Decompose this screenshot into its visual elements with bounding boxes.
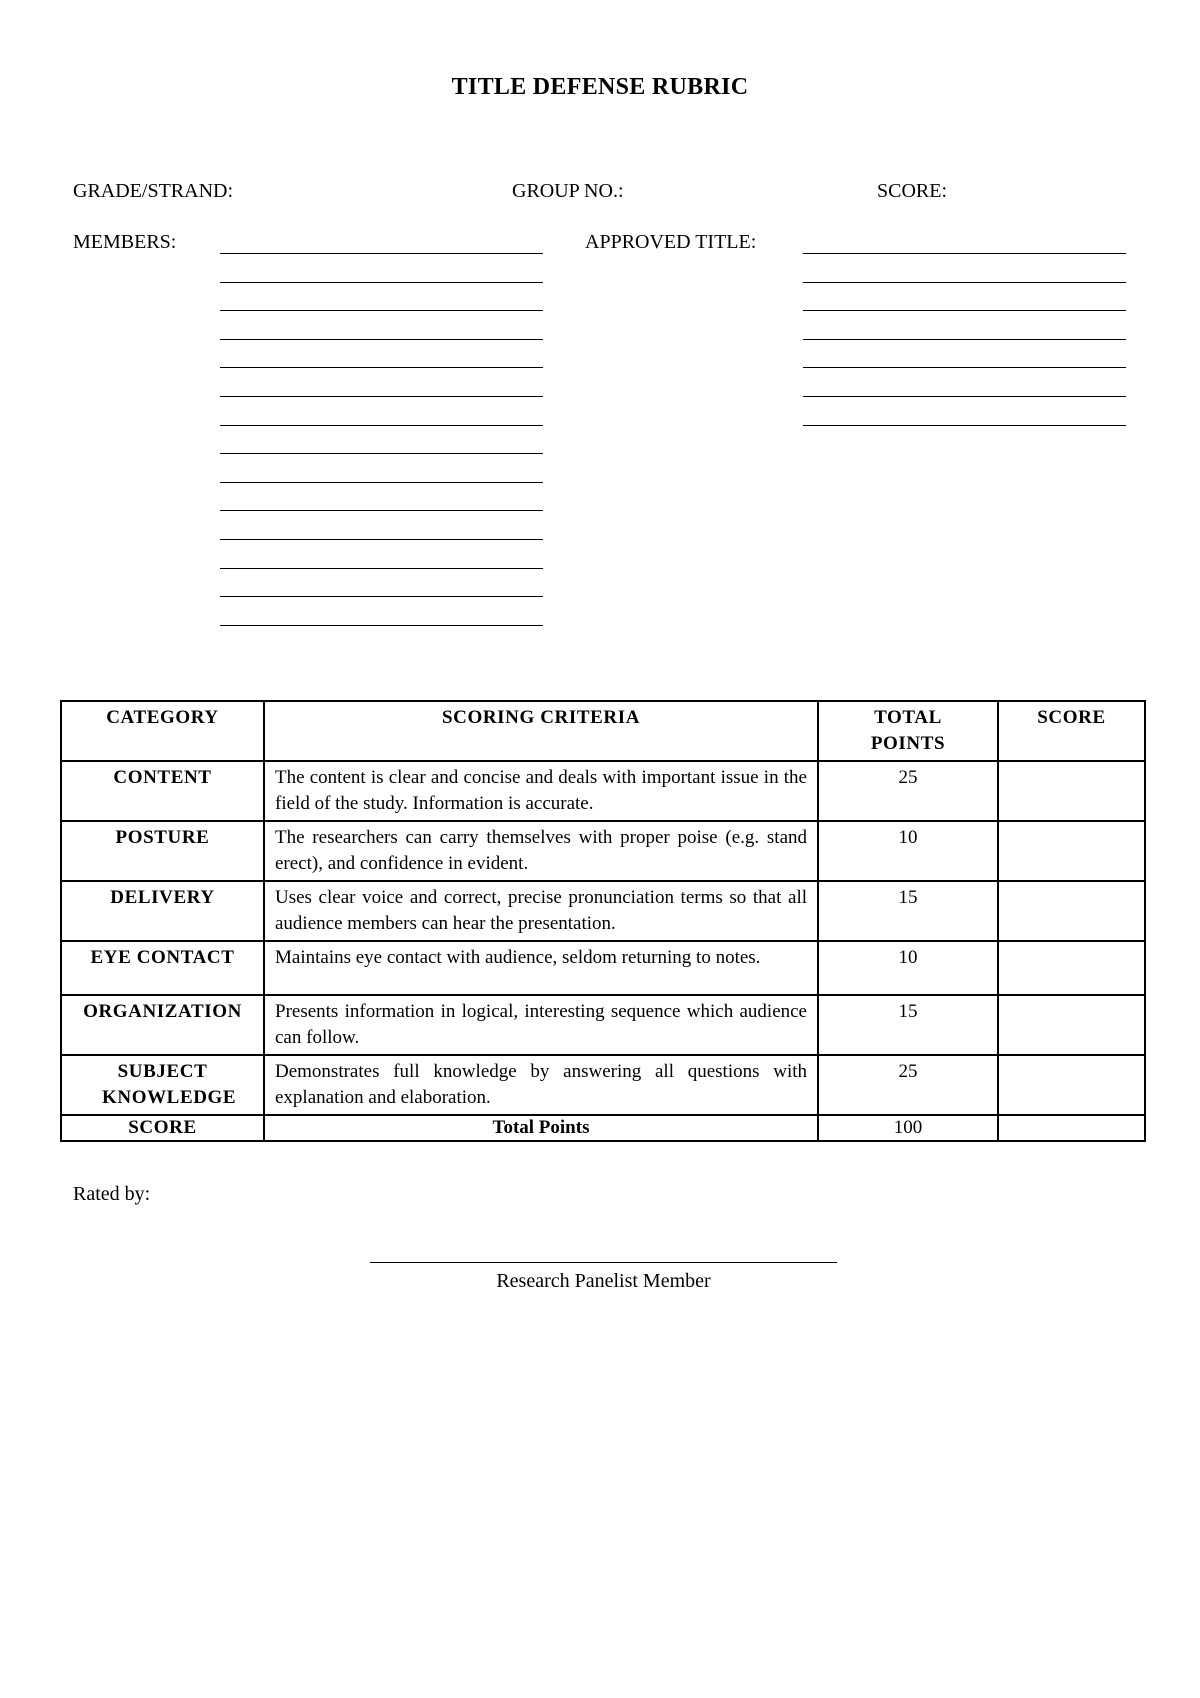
header-score: SCORE: [998, 701, 1145, 761]
rated-by-label: Rated by:: [73, 1183, 151, 1205]
member-line[interactable]: [220, 253, 543, 254]
category-cell: POSTURE: [61, 821, 264, 881]
score-label: SCORE:: [877, 180, 948, 202]
footer-score-label: SCORE: [61, 1115, 264, 1141]
header-total-points: TOTAL POINTS: [818, 701, 998, 761]
criteria-cell: The researchers can carry themselves with proper poise (e.g. stand erect), and confidence in evident.: [264, 821, 818, 881]
table-row: [61, 881, 1145, 941]
score-cell[interactable]: [998, 995, 1145, 1055]
category-cell: EYE CONTACT: [61, 941, 264, 995]
member-line[interactable]: [220, 625, 543, 626]
title-line[interactable]: [803, 425, 1126, 426]
points-cell: 15: [818, 995, 998, 1055]
member-line[interactable]: [220, 482, 543, 483]
member-line[interactable]: [220, 568, 543, 569]
title-line[interactable]: [803, 282, 1126, 283]
title-line[interactable]: [803, 396, 1126, 397]
table-footer-row: [61, 1115, 1145, 1141]
criteria-cell: Demonstrates full knowledge by answering all questions with explanation and elaboration.: [264, 1055, 818, 1115]
table-row: [61, 941, 1145, 995]
member-line[interactable]: [220, 510, 543, 511]
category-cell: CONTENT: [61, 761, 264, 821]
header-scoring-criteria: SCORING CRITERIA: [264, 701, 818, 761]
score-cell[interactable]: [998, 761, 1145, 821]
signature-line[interactable]: [370, 1262, 837, 1263]
points-cell: 25: [818, 761, 998, 821]
footer-score-cell[interactable]: [998, 1115, 1145, 1141]
criteria-cell: Presents information in logical, interesting sequence which audience can follow.: [264, 995, 818, 1055]
table-row: [61, 761, 1145, 821]
header-category: CATEGORY: [61, 701, 264, 761]
grade-strand-label: GRADE/STRAND:: [73, 180, 234, 202]
points-cell: 10: [818, 941, 998, 995]
title-line[interactable]: [803, 310, 1126, 311]
members-lines: [220, 253, 543, 653]
criteria-cell: The content is clear and concise and deals with important issue in the field of the study. Information is accurate.: [264, 761, 818, 821]
signature-label: Research Panelist Member: [496, 1270, 711, 1292]
member-line[interactable]: [220, 282, 543, 283]
footer-total-points-label: Total Points: [264, 1115, 818, 1141]
member-line[interactable]: [220, 310, 543, 311]
member-line[interactable]: [220, 453, 543, 454]
points-cell: 25: [818, 1055, 998, 1115]
category-cell: SUBJECT KNOWLEDGE: [61, 1055, 264, 1115]
criteria-cell: Maintains eye contact with audience, seldom returning to notes.: [264, 941, 818, 995]
criteria-cell: Uses clear voice and correct, precise pronunciation terms so that all audience members can hear the presentation.: [264, 881, 818, 941]
title-line[interactable]: [803, 253, 1126, 254]
table-row: [61, 1055, 1145, 1115]
title-line[interactable]: [803, 339, 1126, 340]
member-line[interactable]: [220, 539, 543, 540]
score-cell[interactable]: [998, 941, 1145, 995]
table-row: [61, 995, 1145, 1055]
table-row: [61, 821, 1145, 881]
member-line[interactable]: [220, 425, 543, 426]
approved-title-lines: [803, 253, 1126, 453]
score-cell[interactable]: [998, 821, 1145, 881]
rubric-table: [60, 700, 1146, 1142]
page-title: TITLE DEFENSE RUBRIC: [451, 74, 749, 100]
group-no-label: GROUP NO.:: [512, 180, 624, 202]
title-line[interactable]: [803, 367, 1126, 368]
table-header-row: [61, 701, 1145, 761]
footer-points-value: 100: [818, 1115, 998, 1141]
score-cell[interactable]: [998, 881, 1145, 941]
member-line[interactable]: [220, 396, 543, 397]
category-cell: ORGANIZATION: [61, 995, 264, 1055]
approved-title-label: APPROVED TITLE:: [585, 231, 757, 253]
member-line[interactable]: [220, 596, 543, 597]
points-cell: 10: [818, 821, 998, 881]
member-line[interactable]: [220, 367, 543, 368]
points-cell: 15: [818, 881, 998, 941]
members-label: MEMBERS:: [73, 231, 177, 253]
score-cell[interactable]: [998, 1055, 1145, 1115]
category-cell: DELIVERY: [61, 881, 264, 941]
member-line[interactable]: [220, 339, 543, 340]
